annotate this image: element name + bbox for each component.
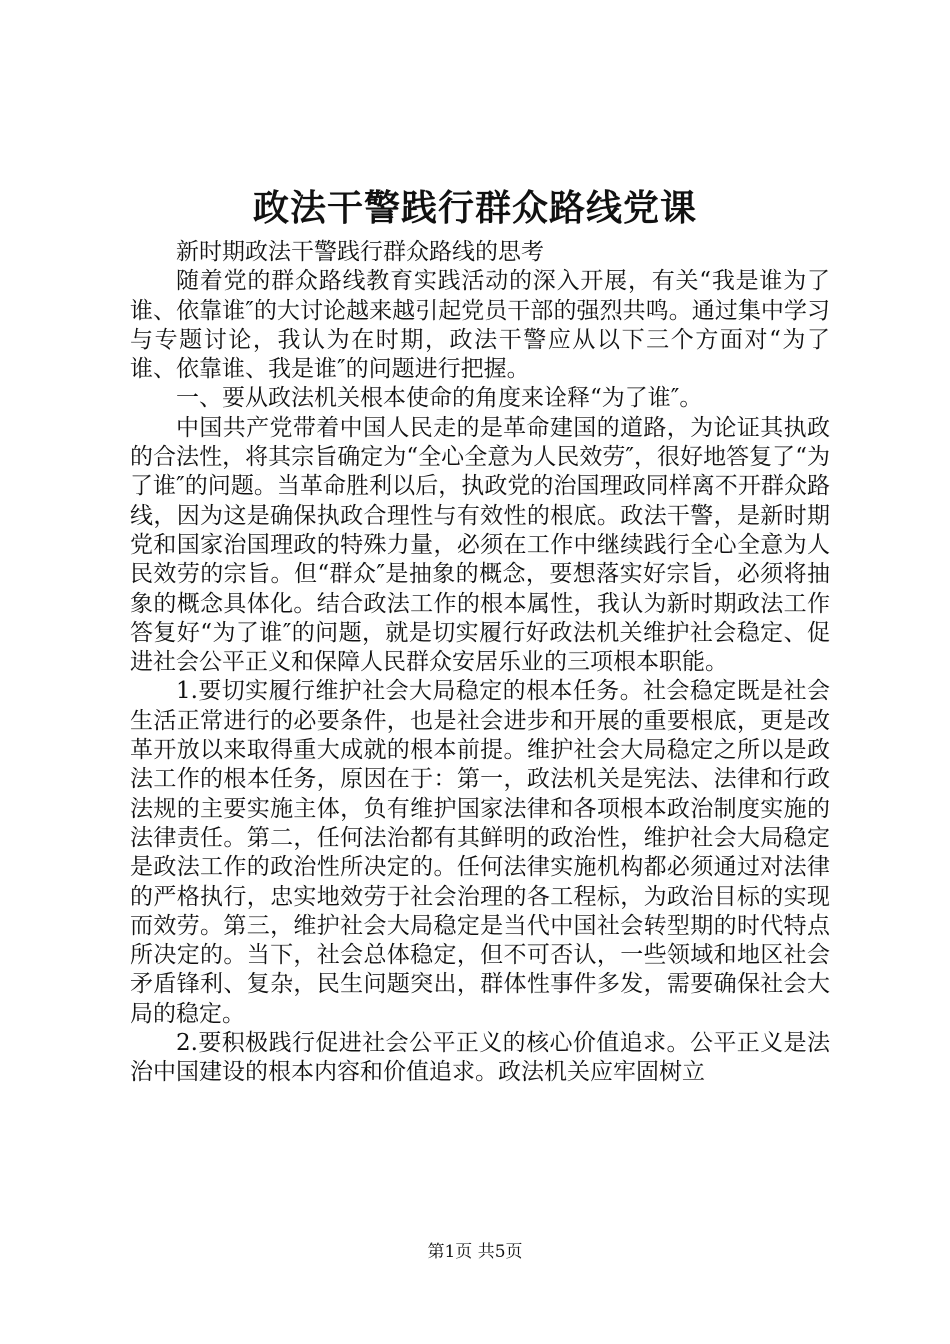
document-title: 政法干警践行群众路线党课 (252, 187, 697, 229)
paragraph-subtitle: 新时期政法干警践行群众路线的思考 (176, 239, 544, 265)
paragraph-heading-1: 一、要从政法机关根本使命的角度来诠释“为了谁″。 (176, 385, 703, 412)
document-body (130, 238, 830, 1088)
paragraph-point-2: 2.要积极践行促进社会公平正义的核心价值追求。公平正义是法治中国建设的根本内容和价值追求。政法机关应牢固树立 (130, 1030, 830, 1086)
page-number: 第1页 共5页 (427, 1242, 523, 1262)
paragraph-body: 中国共产党带着中国人民走的是革命建国的道路，为论证其执政的合法性，将其宗旨确定为“全心全意为人民效劳″，很好地答复了“为了谁″的问题。当革命胜利以后，执政党的治国理政同样离不开群众路线，因为这是确保执政合理性与有效性的根底。政法干警，是新时期党和国家治国理政的特殊力量，必须在工作中继续践行全心全意为人民效劳的宗旨。但“群众″是抽象的概念，要想落实好宗旨，必须将抽象的概念具体化。结合政法工作的根本属性，我认为新时期政法工作答复好“为了谁″的问题，就是切实履行好政法机关维护社会稳定、促进社会公平正义和保障人民群众安居乐业的三项根本职能。 (130, 414, 830, 676)
paragraph-point-1: 1.要切实履行维护社会大局稳定的根本任务。社会稳定既是社会生活正常进行的必要条件，也是社会进步和开展的重要根底，更是改革开放以来取得重大成就的根本前提。维护社会大局稳定之所以是政法工作的根本任务，原因在于：第一，政法机关是宪法、法律和行政法规的主要实施主体，负有维护国家法律和各项根本政治制度实施的法律责任。第二，任何法治都有其鲜明的政治性，维护社会大局稳定是政法工作的政治性所决定的。任何法律实施机构都必须通过对法律的严格执行，忠实地效劳于社会治理的各工程标，为政治目标的实现而效劳。第三，维护社会大局稳定是当代中国社会转型期的时代特点所决定的。当下，社会总体稳定，但不可否认，一些领域和地区社会矛盾锋利、复杂，民生问题突出，群体性事件多发，需要确保社会大局的稳定。 (130, 678, 830, 1027)
paragraph-intro: 随着党的群众路线教育实践活动的深入开展，有关“我是谁为了谁、依靠谁″的大讨论越来越引起党员干部的强烈共鸣。通过集中学习与专题讨论，我认为在时期，政法干警应从以下三个方面对“为了谁、依靠谁、我是谁″的问题进行把握。 (130, 268, 830, 383)
